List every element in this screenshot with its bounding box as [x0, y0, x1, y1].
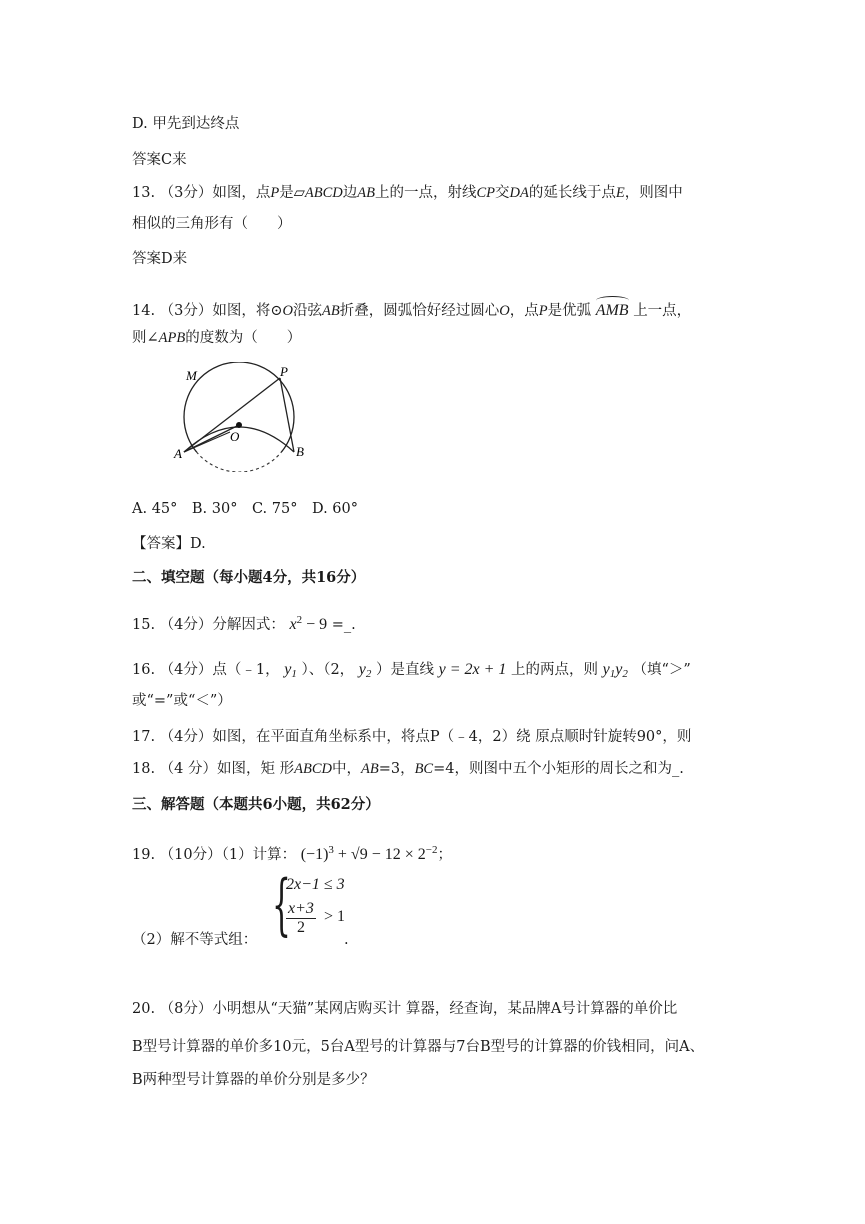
inequality-1: 2x−1 ≤ 3 — [286, 876, 345, 893]
system-brace: { — [272, 866, 291, 943]
factor-expression: $x^2 - 9$ — [289, 614, 328, 633]
question-16-line1: 16. （4分）点（﹣1， $y_1$ ）、（2， $y_2$ ）是直线 y = 2x + 1 上的两点，则 $y_1y_2$ （填“＞” — [132, 661, 691, 680]
question-14-line1: 14. （3分）如图，将⊙O沿弦AB折叠，圆弧恰好经过圆心O，点P是优弧 AMB 上一点， — [132, 297, 691, 321]
question-19-part1: 19. （10分）（1）计算： $(-1)^3 + √9 - 12 \times 2^{-2}$； — [132, 844, 452, 863]
question-20-line3: B两种型号计算器的单价分别是多少？ — [132, 1072, 375, 1088]
section-3-heading: 三、解答题（本题共6小题，共62分） — [132, 796, 380, 813]
answer-13: 答案D来 — [132, 251, 188, 267]
question-13-line1: 13. （3分）如图，点P是▱ABCD边AB上的一点，射线CP交DA的延长线于点E，则图中 — [132, 185, 683, 201]
question-14-options: A. 45° B. 30° C. 75° D. 60° — [132, 501, 358, 517]
label-o: O — [230, 429, 240, 444]
question-14-line2: 则∠APB的度数为（ ） — [132, 330, 302, 346]
option-d-line: D. 甲先到达终点 — [132, 116, 240, 132]
question-15: 15. （4分）分解因式： $x^2 - 9$ =_. — [132, 614, 356, 633]
circle-o — [184, 362, 294, 472]
inequality-2-rhs: > 1 — [324, 908, 346, 925]
circle-fold-figure — [170, 362, 320, 472]
question-19-end: . — [344, 932, 349, 948]
question-20-line1: 20. （8分）小明想从“天猫”某网店购买计 算器，经查询，某品牌A号计算器的单价比 — [132, 1001, 678, 1017]
answer-14: 【答案】D. — [132, 536, 206, 552]
question-20-line2: B型号计算器的单价多10元，5台A型号的计算器与7台B型号的计算器的价钱相同，问A、 — [132, 1039, 705, 1055]
label-m: M — [186, 368, 197, 383]
label-b: B — [296, 444, 304, 459]
compute-expression: $(-1)^3 + √9 - 12 \times 2^{-2}$ — [300, 844, 438, 863]
answer-12: 答案C来 — [132, 152, 187, 168]
question-17: 17. （4分）如图，在平面直角坐标系中，将点P（﹣4，2）绕 原点顺时针旋转90°，则 — [132, 729, 692, 745]
question-16-line2: 或“=”或“＜”） — [132, 693, 232, 709]
arc-amb-label: AMB — [596, 297, 629, 321]
center-point-o — [236, 422, 242, 428]
question-13-line2: 相似的三角形有（ ） — [132, 216, 292, 232]
label-a: A — [174, 446, 182, 461]
inequality-2-fraction: $\frac{x+3}{2}$ — [288, 900, 314, 936]
line-equation: y = 2x + 1 — [438, 661, 507, 678]
question-19-part2: （2）解不等式组： — [132, 932, 258, 948]
label-p: P — [280, 364, 288, 379]
question-18: 18. （4 分）如图，矩 形ABCD中，AB=3，BC=4，则图中五个小矩形的周长之和为_. — [132, 761, 684, 777]
section-2-heading: 二、填空题（每小题4分，共16分） — [132, 569, 366, 586]
